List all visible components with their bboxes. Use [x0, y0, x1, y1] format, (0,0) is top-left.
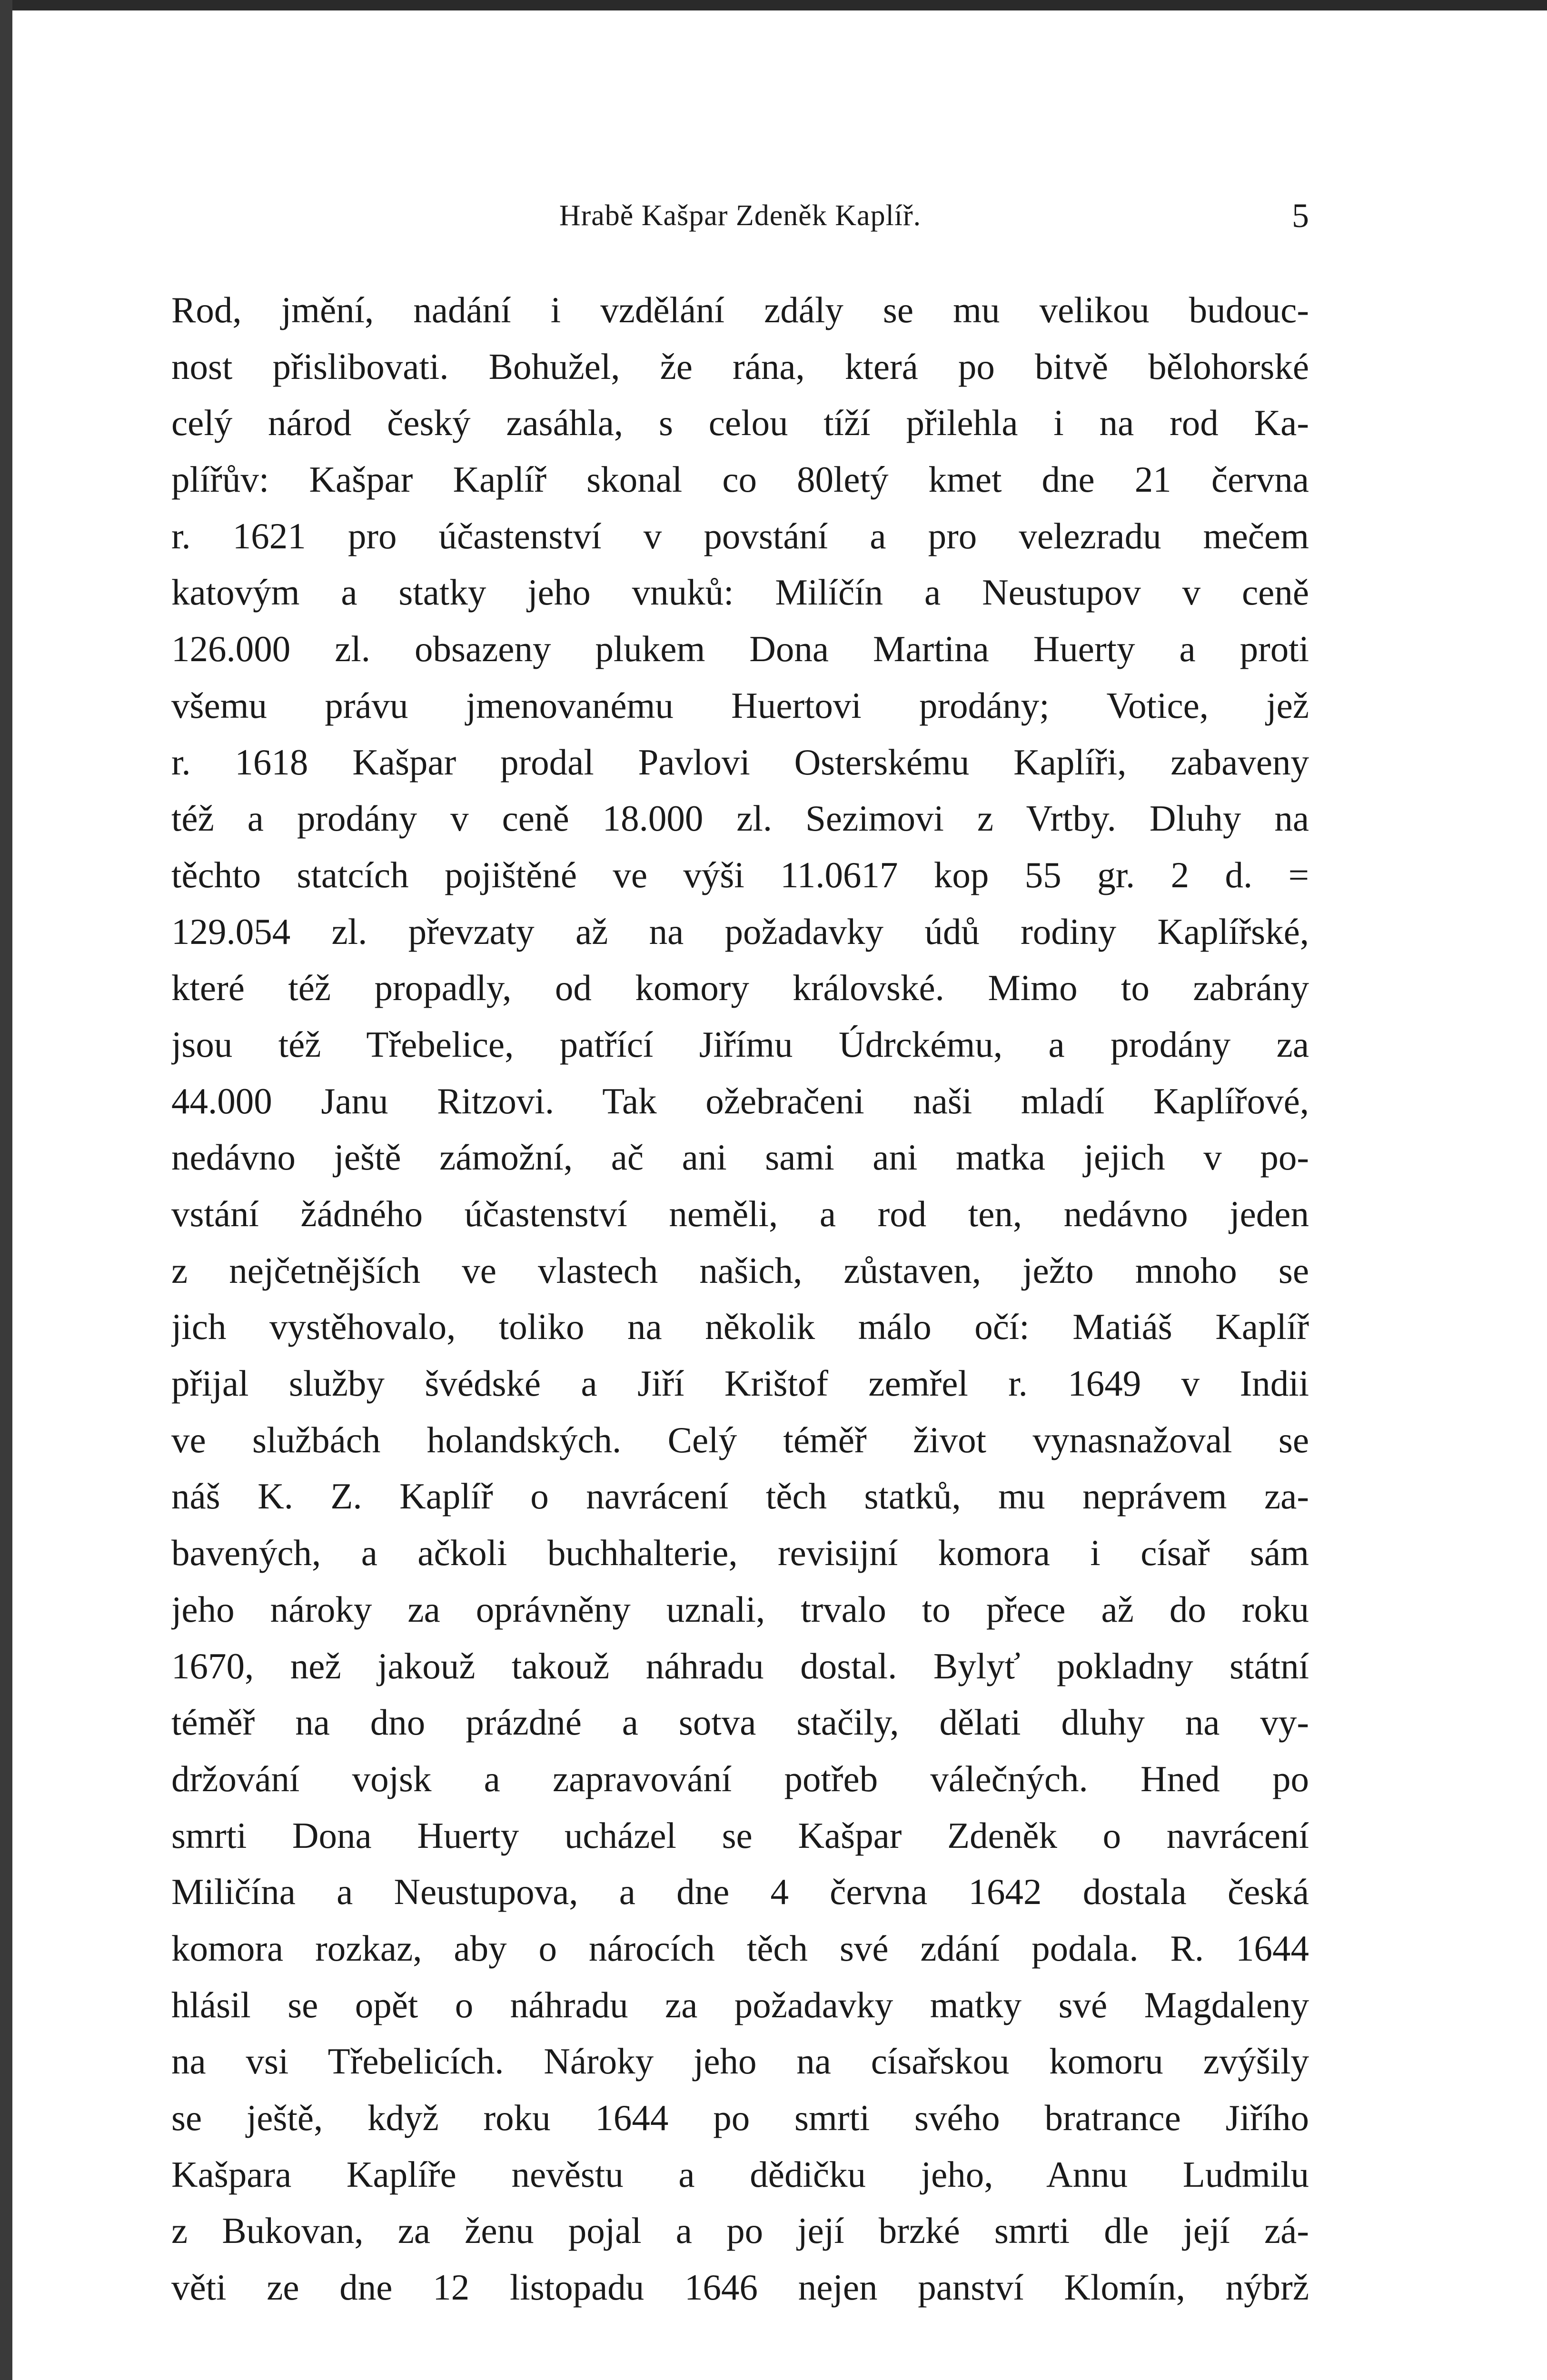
- text-line: z nejčetnějších ve vlastech našich, zůstaven, ježto mnoho se: [171, 1250, 1309, 1291]
- text-line: smrti Dona Huerty ucházel se Kašpar Zdeněk o navrácení: [171, 1815, 1309, 1856]
- text-line: vstání žádného účastenství neměli, a rod ten, nedávno jeden: [171, 1193, 1309, 1234]
- text-line: též a prodány v ceně 18.000 zl. Sezimovi z Vrtby. Dluhy na: [171, 798, 1309, 839]
- text-line: věti ze dne 12 listopadu 1646 nejen panství Klomín, nýbrž: [171, 2267, 1309, 2308]
- text-line: plířův: Kašpar Kaplíř skonal co 80letý kmet dne 21 června: [171, 459, 1309, 500]
- text-line: nost přislibovati. Bohužel, že rána, která po bitvě bělohorské: [171, 346, 1309, 387]
- text-line: téměř na dno prázdné a sotva stačily, dělati dluhy na vy-: [171, 1702, 1309, 1743]
- text-line: jsou též Třebelice, patřící Jiřímu Údrckému, a prodány za: [171, 1023, 1309, 1065]
- text-line: bavených, a ačkoli buchhalterie, revisijní komora i císař sám: [171, 1532, 1309, 1574]
- page-number: 5: [1292, 197, 1309, 235]
- text-line: Kašpara Kaplíře nevěstu a dědičku jeho, Annu Ludmilu: [171, 2153, 1309, 2195]
- text-line: celý národ český zasáhla, s celou tíží přilehla i na rod Ka-: [171, 402, 1309, 444]
- text-line: držování vojsk a zapravování potřeb válečných. Hned po: [171, 1758, 1309, 1799]
- text-line: Rod, jmění, nadání i vzdělání zdály se mu velikou budouc-: [171, 289, 1309, 330]
- text-line: všemu právu jmenovanému Huertovi prodány; Votice, jež: [171, 684, 1309, 726]
- body-text: [171, 282, 1309, 2316]
- page-header: [171, 189, 1309, 242]
- text-line: ve službách holandských. Celý téměř život vynasnažoval se: [171, 1419, 1309, 1460]
- text-line: Miličína a Neustupova, a dne 4 června 1642 dostala česká: [171, 1871, 1309, 1913]
- text-line: náš K. Z. Kaplíř o navrácení těch statků, mu neprávem za-: [171, 1476, 1309, 1517]
- text-line: 129.054 zl. převzaty až na požadavky údů rodiny Kaplířské,: [171, 911, 1309, 952]
- text-line: hlásil se opět o náhradu za požadavky matky své Magdaleny: [171, 1984, 1309, 2025]
- text-line: 126.000 zl. obsazeny plukem Dona Martina Huerty a proti: [171, 628, 1309, 670]
- text-line: těchto statcích pojištěné ve výši 11.0617 kop 55 gr. 2 d. =: [171, 854, 1309, 895]
- text-line: se ještě, když roku 1644 po smrti svého bratrance Jiřího: [171, 2097, 1309, 2138]
- text-line: komora rozkaz, aby o nárocích těch své zdání podala. R. 1644: [171, 1927, 1309, 1969]
- text-line: jich vystěhovalo, toliko na několik málo očí: Matiáš Kaplíř: [171, 1306, 1309, 1348]
- scan-top-edge: [0, 0, 1547, 10]
- scan-left-edge: [0, 0, 12, 2380]
- text-line: na vsi Třebelicích. Nároky jeho na císařskou komoru zvýšily: [171, 2041, 1309, 2082]
- text-line: jeho nároky za oprávněny uznali, trvalo to přece až do roku: [171, 1588, 1309, 1630]
- text-line: r. 1618 Kašpar prodal Pavlovi Osterskému Kaplíři, zabaveny: [171, 741, 1309, 783]
- text-line: 44.000 Janu Ritzovi. Tak ožebračeni naši mladí Kaplířové,: [171, 1080, 1309, 1121]
- text-line: nedávno ještě zámožní, ač ani sami ani matka jejich v po-: [171, 1137, 1309, 1178]
- text-line: r. 1621 pro účastenství v povstání a pro velezradu mečem: [171, 515, 1309, 556]
- text-line: které též propadly, od komory královské. Mimo to zabrány: [171, 967, 1309, 1009]
- running-title: Hrabě Kašpar Zdeněk Kaplíř.: [559, 199, 922, 232]
- text-line: 1670, než jakouž takouž náhradu dostal. Bylyť pokladny státní: [171, 1645, 1309, 1686]
- text-line: katovým a statky jeho vnuků: Milíčín a Neustupov v ceně: [171, 572, 1309, 613]
- text-line: přijal služby švédské a Jiří Krištof zemřel r. 1649 v Indii: [171, 1363, 1309, 1404]
- text-line: z Bukovan, za ženu pojal a po její brzké smrti dle její zá-: [171, 2210, 1309, 2251]
